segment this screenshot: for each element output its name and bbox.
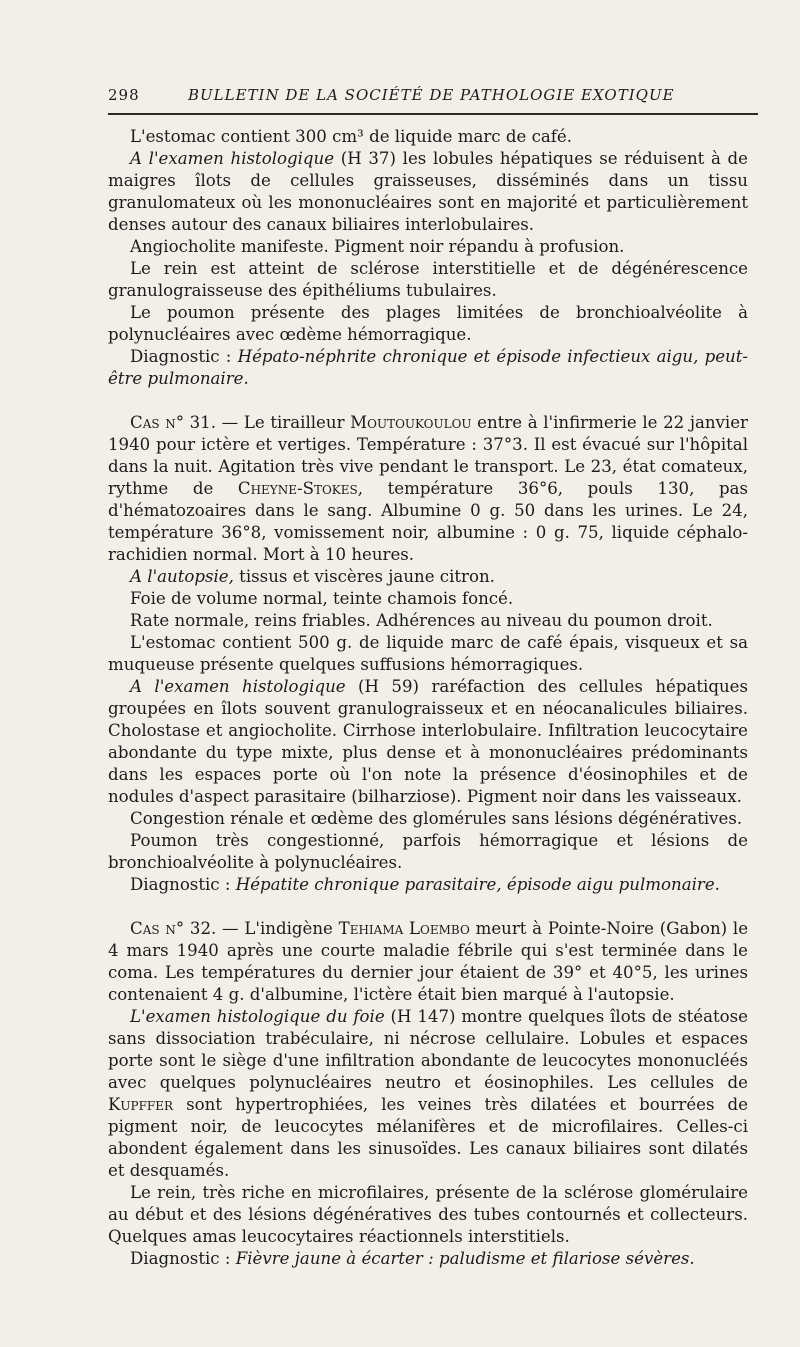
diagnostic: Diagnostic : Hépatite chronique parasitaire, épisode aigu pulmonaire. — [130, 875, 720, 894]
paragraph: Le rein est atteint de sclérose interstitielle et de dégénérescence granulograisseuse des épithéliums tubulaires. — [108, 259, 748, 300]
paragraph: Foie de volume normal, teinte chamois foncé. — [130, 589, 514, 608]
paragraph: L'estomac contient 500 g. de liquide marc de café épais, visqueux et sa muqueuse présente quelques suffusions hémorragiques. — [108, 633, 748, 674]
patient-name: Tehiama Loembo — [338, 919, 470, 938]
paragraph: L'estomac contient 300 cm³ de liquide marc de café. — [130, 127, 573, 146]
article-body — [108, 126, 748, 1270]
case-label: Cas n° 31. — [130, 413, 217, 432]
paragraph: A l'examen histologique (H 37) les lobules hépatiques se réduisent à de maigres îlots de cellules graisseuses, disséminés dans un tissu granulomateux où les mononucléaires sont en majorité et particulièrement denses autour des canaux biliaires interlobulaires. — [108, 149, 748, 234]
case-label: Cas n° 32. — [130, 919, 217, 938]
case-31: Cas n° 31. — Le tirailleur Moutoukoulou entre à l'infirmerie le 22 janvier 1940 pour ictère et vertiges. Température : 37°3. Il est évacué sur l'hôpital dans la nuit. Agitation très vive pendant le transport. Le 23, état comateux, rythme de Cheyne-Stokes, température 36°6, pouls 130, pas d'hématozoaires dans le sang. Albumine 0 g. 50 dans les urines. Le 24, température 36°8, vomissement noir, albumine : 0 g. 75, liquide céphalo-rachidien normal. Mort à 10 heures. — [108, 413, 748, 564]
paragraph: Congestion rénale et œdème des glomérules sans lésions dégénératives. — [130, 809, 743, 828]
eponym: Cheyne-Stokes — [237, 479, 358, 498]
diagnostic: Diagnostic : Fièvre jaune à écarter : paludisme et filariose sévères. — [130, 1249, 695, 1268]
paragraph: L'examen histologique du foie (H 147) montre quelques îlots de stéatose sans dissociation trabéculaire, ni nécrose cellulaire. Lobules et espaces porte sont le siège d'une infiltration abondante de leucocytes mononucléés avec quelques polynucléaires neutro et éosinophiles. Les cellules de Kupffer sont hypertrophiées, les veines très dilatées et bourrées de pigment noir, de leucocytes mélanifères et de microfilaires. Celles-ci abondent également dans les sinusoïdes. Les canaux biliaires sont dilatés et desquamés. — [108, 1007, 748, 1180]
eponym: Kupffer — [108, 1095, 174, 1114]
paragraph: A l'examen histologique (H 59) raréfaction des cellules hépatiques groupées en îlots souvent granulograisseux et en néocanalicules biliaires. Cholostase et angiocholite. Cirrhose interlobulaire. Infiltration leucocytaire abondante du type mixte, plus dense et à mononucléaires prédominants dans les espaces porte où l'on note la présence d'éosinophiles et de nodules d'aspect parasitaire (bilharziose). Pigment noir dans les vaisseaux. — [108, 677, 748, 806]
page-header — [108, 86, 758, 108]
paragraph: A l'autopsie, tissus et viscères jaune citron. — [130, 567, 495, 586]
paragraph: Poumon très congestionné, parfois hémorragique et lésions de bronchioalvéolite à polynucléaires. — [108, 831, 748, 872]
paragraph: Le poumon présente des plages limitées de bronchioalvéolite à polynucléaires avec œdème hémorragique. — [108, 303, 748, 344]
header-rule — [108, 113, 758, 115]
diagnostic: Diagnostic : Hépato-néphrite chronique et épisode infectieux aigu, peut-être pulmonaire. — [108, 347, 748, 388]
page-number: 298 — [108, 86, 140, 104]
paragraph: Rate normale, reins friables. Adhérences au niveau du poumon droit. — [130, 611, 713, 630]
running-title: BULLETIN DE LA SOCIÉTÉ DE PATHOLOGIE EXOTIQUE — [188, 86, 675, 104]
case-32: Cas n° 32. — L'indigène Tehiama Loembo meurt à Pointe-Noire (Gabon) le 4 mars 1940 après une courte maladie fébrile qui s'est terminée dans le coma. Les températures du dernier jour étaient de 39° et 40°5, les urines contenaient 4 g. d'albumine, l'ictère était bien marqué à l'autopsie. — [108, 919, 749, 1004]
patient-name: Moutoukoulou — [350, 413, 472, 432]
paragraph: Angiocholite manifeste. Pigment noir répandu à profusion. — [130, 237, 625, 256]
paragraph: Le rein, très riche en microfilaires, présente de la sclérose glomérulaire au début et des lésions dégénératives des tubes contournés et collecteurs. Quelques amas leucocytaires réactionnels interstitiels. — [108, 1183, 748, 1246]
